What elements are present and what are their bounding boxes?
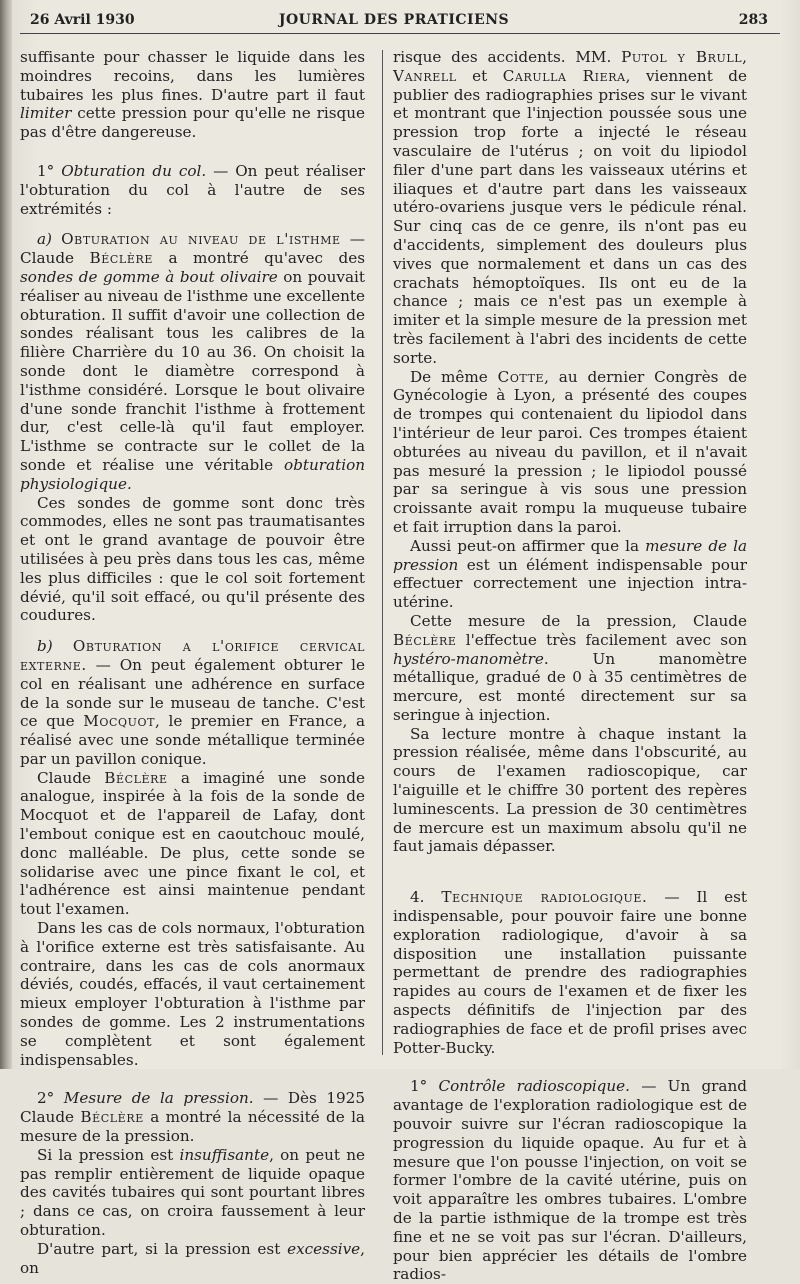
subsection-isthme: a) Obturation au niveau de l'isthme — Claude Béclère a montré qu'avec des sondes de gomme à bout olivaire on pouvait réaliser au niveau de l'isthme une excellente obturation. Il suffit d'avoir une collection de sondes réalisant tous les calibres de la filière Charrière du 10 au 36. On choisit la sonde dont le diamètre correspond à l'isthme considéré. Lorsque le bout olivaire d'une sonde franchit l'isthme à frottement dur, c'est celle-là qu'il faut employer. L'isthme se contracte sur le collet de la sonde et réalise une véritable obturation physiologique. xyxy=(20,230,365,493)
running-head xyxy=(22,12,766,34)
section-title: Obturation du col. xyxy=(61,161,207,180)
paragraph: Claude Béclère a imaginé une sonde analogue, inspirée à la fois de la sonde de Mocquot et de l'appareil de Lafay, dont l'embout conique est en caoutchouc moulé, donc malléable. De plus, cette sonde se solidarise avec une pince fixant le col, et l'adhérence est ainsi maintenue pendant tout l'examen. xyxy=(20,768,365,919)
author-name: Béclère xyxy=(104,768,168,787)
section-obturation-col: 1° Obturation du col. — On peut réaliser l'obturation du col à l'autre de ses extrémités : xyxy=(20,161,365,218)
paragraph: Sa lecture montre à chaque instant la pression réalisée, même dans l'obscurité, au cours de l'examen radioscopique, car l'aiguille et le chiffre 30 portent des repères luminescents. La pression de 30 centimètres de mercure est un maximum absolu qu'il ne faut jamais dépasser. xyxy=(393,724,747,856)
header-rule xyxy=(20,33,780,34)
column-rule xyxy=(382,50,383,1055)
author-name: Vanrell xyxy=(393,66,457,85)
paragraph: Si la pression est insuffisante, on peut ne pas remplir entièrement de liquide opaque des cavités tubaires qui sont pourtant libres ; dans ce cas, on croira faussement à leur obturation. xyxy=(20,1145,365,1240)
subsection-orifice: b) Obturation a l'orifice cervical externe. — On peut également obturer le col en réalisant une adhérence en surface de la sonde sur le museau de tanche. C'est ce que Mocquot, le premier en France, a réalisé avec une sonde métallique terminée par un pavillon conique. xyxy=(20,637,365,768)
author-name: Mocquot xyxy=(83,712,156,731)
section-technique-radiologique: 4. Technique radiologique. — Il est indispensable, pour pouvoir faire une bonne exploration radiologique, d'avoir à sa disposition une installation puissante permettant de prendre des radiographies rapides au cours de l'examen et de fixer les aspects définitifs de l'injection par des radiographies de face et de profil prises avec Potter-Bucky. xyxy=(393,888,747,1057)
left-column xyxy=(20,48,365,1277)
section-controle-radioscopique: 1° Contrôle radioscopique. — Un grand avantage de l'exploration radiologique est de pouvoir suivre sur l'écran radioscopique la progression du liquide opaque. Au fur et à mesure que l'on pousse l'injection, on voit se former l'ombre de la cavité utérine, puis on voit apparaître les ombres tubaires. L'ombre de la partie isthmique de la trompe est très fine et ne se voit pas sur l'écran. D'ailleurs, pour bien apprécier les détails de l'ombre radios- xyxy=(393,1077,747,1284)
binding-spine xyxy=(0,0,12,1069)
author-name: Béclère xyxy=(80,1108,144,1127)
section-title: Mesure de la pression. xyxy=(63,1089,254,1108)
paragraph: Dans les cas de cols normaux, l'obturation à l'orifice externe est très satisfaisante. Au contraire, dans les cas de cols anormaux déviés, coudés, effacés, il vaut certainement mieux employer l'obturation à l'isthme par sondes de gomme. Les 2 instrumentations se complètent et sont également indispensables. xyxy=(20,919,365,1069)
section-mesure-pression: 2° Mesure de la pression. — Dès 1925 Claude Béclère a montré la nécessité de la mesure de la pression. xyxy=(20,1089,365,1146)
paragraph: Cette mesure de la pression, Claude Béclère l'effectue très facilement avec son hystéro-manomètre. Un manomètre métallique, gradué de 0 à 35 centimètres de mercure, est monté directement sur sa seringue à injection. xyxy=(393,611,747,724)
issue-date: 26 Avril 1930 xyxy=(30,12,135,28)
author-name: Cotte xyxy=(497,367,545,386)
right-column xyxy=(393,48,747,1284)
paragraph: D'autre part, si la pression est excessive, on xyxy=(20,1239,365,1277)
section-title: Technique radiologique. xyxy=(441,888,648,907)
paragraph: De même Cotte, au dernier Congrès de Gynécologie à Lyon, a présenté des coupes de trompes qui contenaient du lipiodol dans l'intérieur de leur paroi. Ces trompes étaient obturées au niveau du pavillon, et il n'avait pas mesuré la pression ; le lipiodol poussé par sa seringue à vis sous une pression croissante avait rompu la muqueuse tubaire et fait irruption dans la paroi. xyxy=(393,367,747,536)
paragraph: Aussi peut-on affirmer que la mesure de la pression est un élément indispensable pour effectuer correctement une injection intra-utérine. xyxy=(393,536,747,612)
subsection-title: Obturation a l'orifice cervical externe. xyxy=(20,637,365,674)
journal-title: JOURNAL DES PRATICIENS xyxy=(278,12,510,28)
author-name: Béclère xyxy=(89,249,153,268)
paragraph: risque des accidents. MM. Putol y Brull, Vanrell et Carulla Riera, viennent de publier des radiographies prises sur le vivant et montrant que l'injection poussée sous une pression trop forte a injecté le réseau vasculaire de l'utérus ; on voit du lipiodol filer d'une part dans les vaisseaux utérins et iliaques et d'autre part dans les vaisseaux utéro-ovariens jusque vers le pédicule rénal. Sur cinq cas de ce genre, ils n'ont pas eu d'accidents, simplement des douleurs plus vives que normalement et dans un cas des crachats hémoptoïques. Ils ont eu de la chance ; mais ce n'est pas un exemple à imiter et la simple mesure de la pression met très facilement à l'abri des incidents de cette sorte. xyxy=(393,48,747,367)
page-number: 283 xyxy=(738,12,768,28)
author-name: Putol y Brull xyxy=(621,48,743,66)
paragraph: suffisante pour chasser le liquide dans les moindres recoins, dans les lumières tubaires les plus fines. D'autre part il faut limiter cette pression pour qu'elle ne risque pas d'être dangereuse. xyxy=(20,48,366,142)
author-name: Carulla Riera xyxy=(502,66,626,85)
author-name: Béclère xyxy=(393,630,457,649)
section-title: Contrôle radioscopique. xyxy=(438,1077,630,1096)
subsection-title: Obturation au niveau de l'isthme xyxy=(61,230,341,249)
paragraph: Ces sondes de gomme sont donc très commodes, elles ne sont pas traumatisantes et ont le grand avantage de pouvoir être utilisées à peu près dans tous les cas, même les plus difficiles : que le col soit fortement dévié, qu'il soit effacé, ou qu'il présente des coudures. xyxy=(20,493,365,625)
